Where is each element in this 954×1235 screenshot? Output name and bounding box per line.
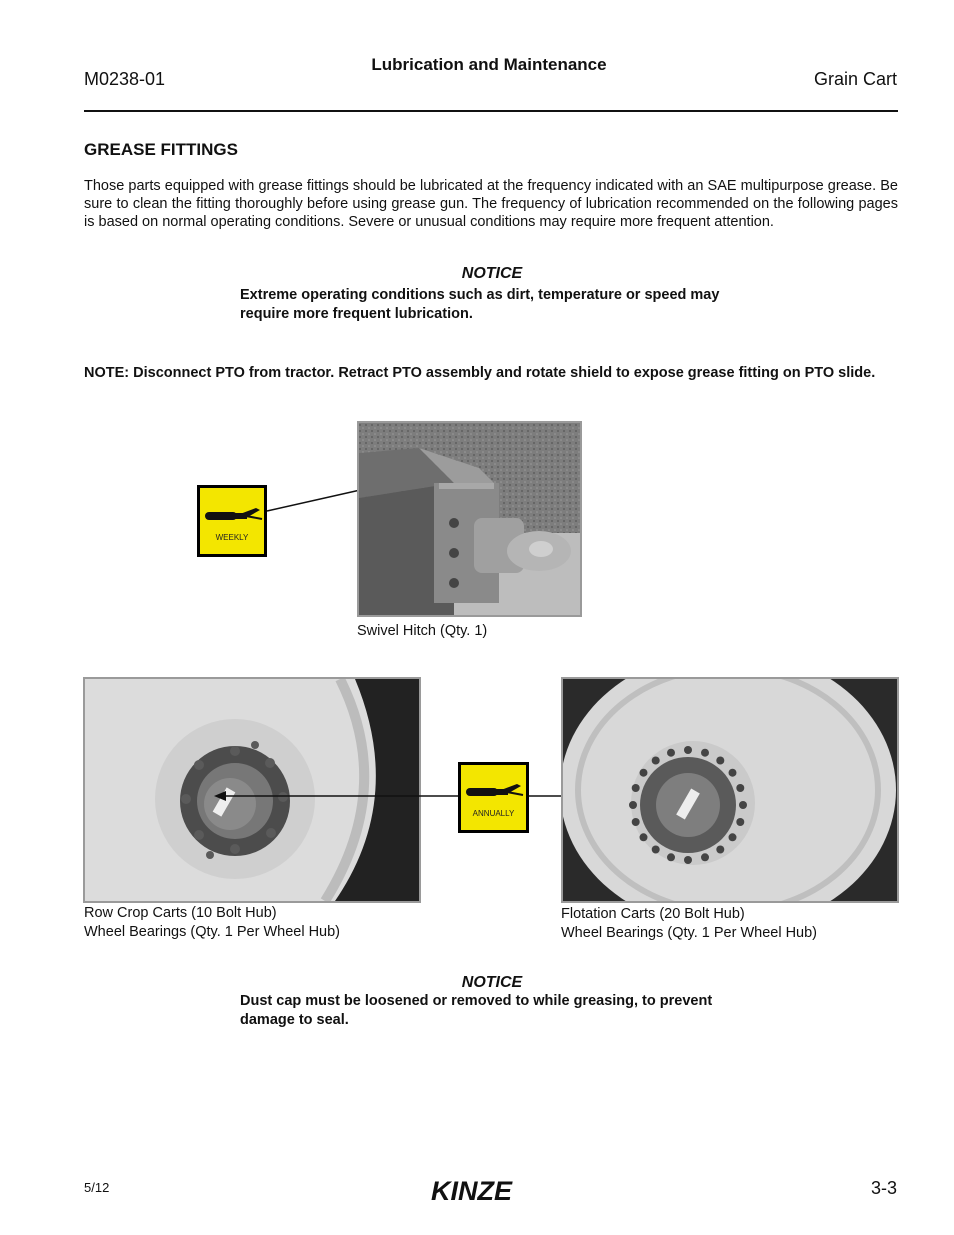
hub-bolt (640, 769, 648, 777)
grease-gun-icon (200, 488, 264, 554)
pto-note: NOTE: Disconnect PTO from tractor. Retract PTO assembly and rotate shield to expose grease fitting on PTO slide. (84, 365, 876, 381)
notice-body-2: Dust cap must be loosened or removed to while greasing, to prevent damage to seal. (240, 993, 713, 1028)
notice-body: Extreme operating conditions such as dirt, temperature or speed may require more frequent lubrication. (240, 287, 720, 322)
hub-bolt (667, 853, 675, 861)
grease-gun-icon (461, 765, 526, 830)
hub-bolt (701, 749, 709, 757)
product-name: Grain Cart (813, 69, 897, 89)
doc-number: M0238-01 (84, 69, 166, 89)
hub-bolt (632, 784, 640, 792)
annually-label: ANNUALLY (472, 809, 515, 818)
hub-bolt (736, 784, 744, 792)
page-number: 3-3 (870, 1178, 897, 1198)
hub-bolt (652, 846, 660, 854)
hub-bolt (729, 833, 737, 841)
hub-bolt (716, 757, 724, 765)
flotation-wheel-photo (561, 677, 899, 903)
brand-wordmark: KINZE (431, 1176, 512, 1204)
row-crop-caption-line1: Row Crop Carts (10 Bolt Hub) (84, 905, 277, 921)
hub-bolt (684, 746, 692, 754)
hub-bolt (716, 846, 724, 854)
swivel-hitch-photo (357, 421, 582, 617)
annual-lube-decal (458, 762, 529, 833)
weekly-label: WEEKLY (215, 533, 249, 542)
leader-arrow-left (210, 786, 460, 804)
swivel-hitch-caption: Swivel Hitch (Qty. 1) (357, 623, 488, 639)
hub-bolt (701, 853, 709, 861)
row-crop-caption-line2: Wheel Bearings (Qty. 1 Per Wheel Hub) (84, 924, 340, 940)
intro-paragraph: Those parts equipped with grease fittings should be lubricated at the frequency indicated with an SAE multipurpose grease. Be sure to clean the fitting thoroughly before using grease gun. The frequency of lubrication recommended on the following pages is based on normal operating conditions. Severe or unusual conditions may require more frequent attention. (84, 178, 898, 230)
hub-bolt (736, 818, 744, 826)
hub-bolt (667, 749, 675, 757)
flotation-caption-line1: Flotation Carts (20 Bolt Hub) (561, 906, 745, 922)
revision-date: 5/12 (84, 1180, 110, 1195)
hub-bolt (632, 818, 640, 826)
section-heading: Lubrication and Maintenance (371, 55, 607, 74)
hub-bolt (629, 801, 637, 809)
hub-bolt (684, 856, 692, 864)
kinze-logo (429, 1176, 551, 1209)
hub-bolt (729, 769, 737, 777)
hub-bolt (640, 833, 648, 841)
notice-title: NOTICE (461, 265, 523, 282)
hub-bolt (739, 801, 747, 809)
hub-bolt (652, 757, 660, 765)
section-title: GREASE FITTINGS (84, 140, 238, 159)
header-rule (84, 110, 898, 112)
flotation-caption-line2: Wheel Bearings (Qty. 1 Per Wheel Hub) (561, 925, 817, 941)
weekly-lube-decal (197, 485, 267, 557)
notice-title-2: NOTICE (461, 974, 523, 991)
